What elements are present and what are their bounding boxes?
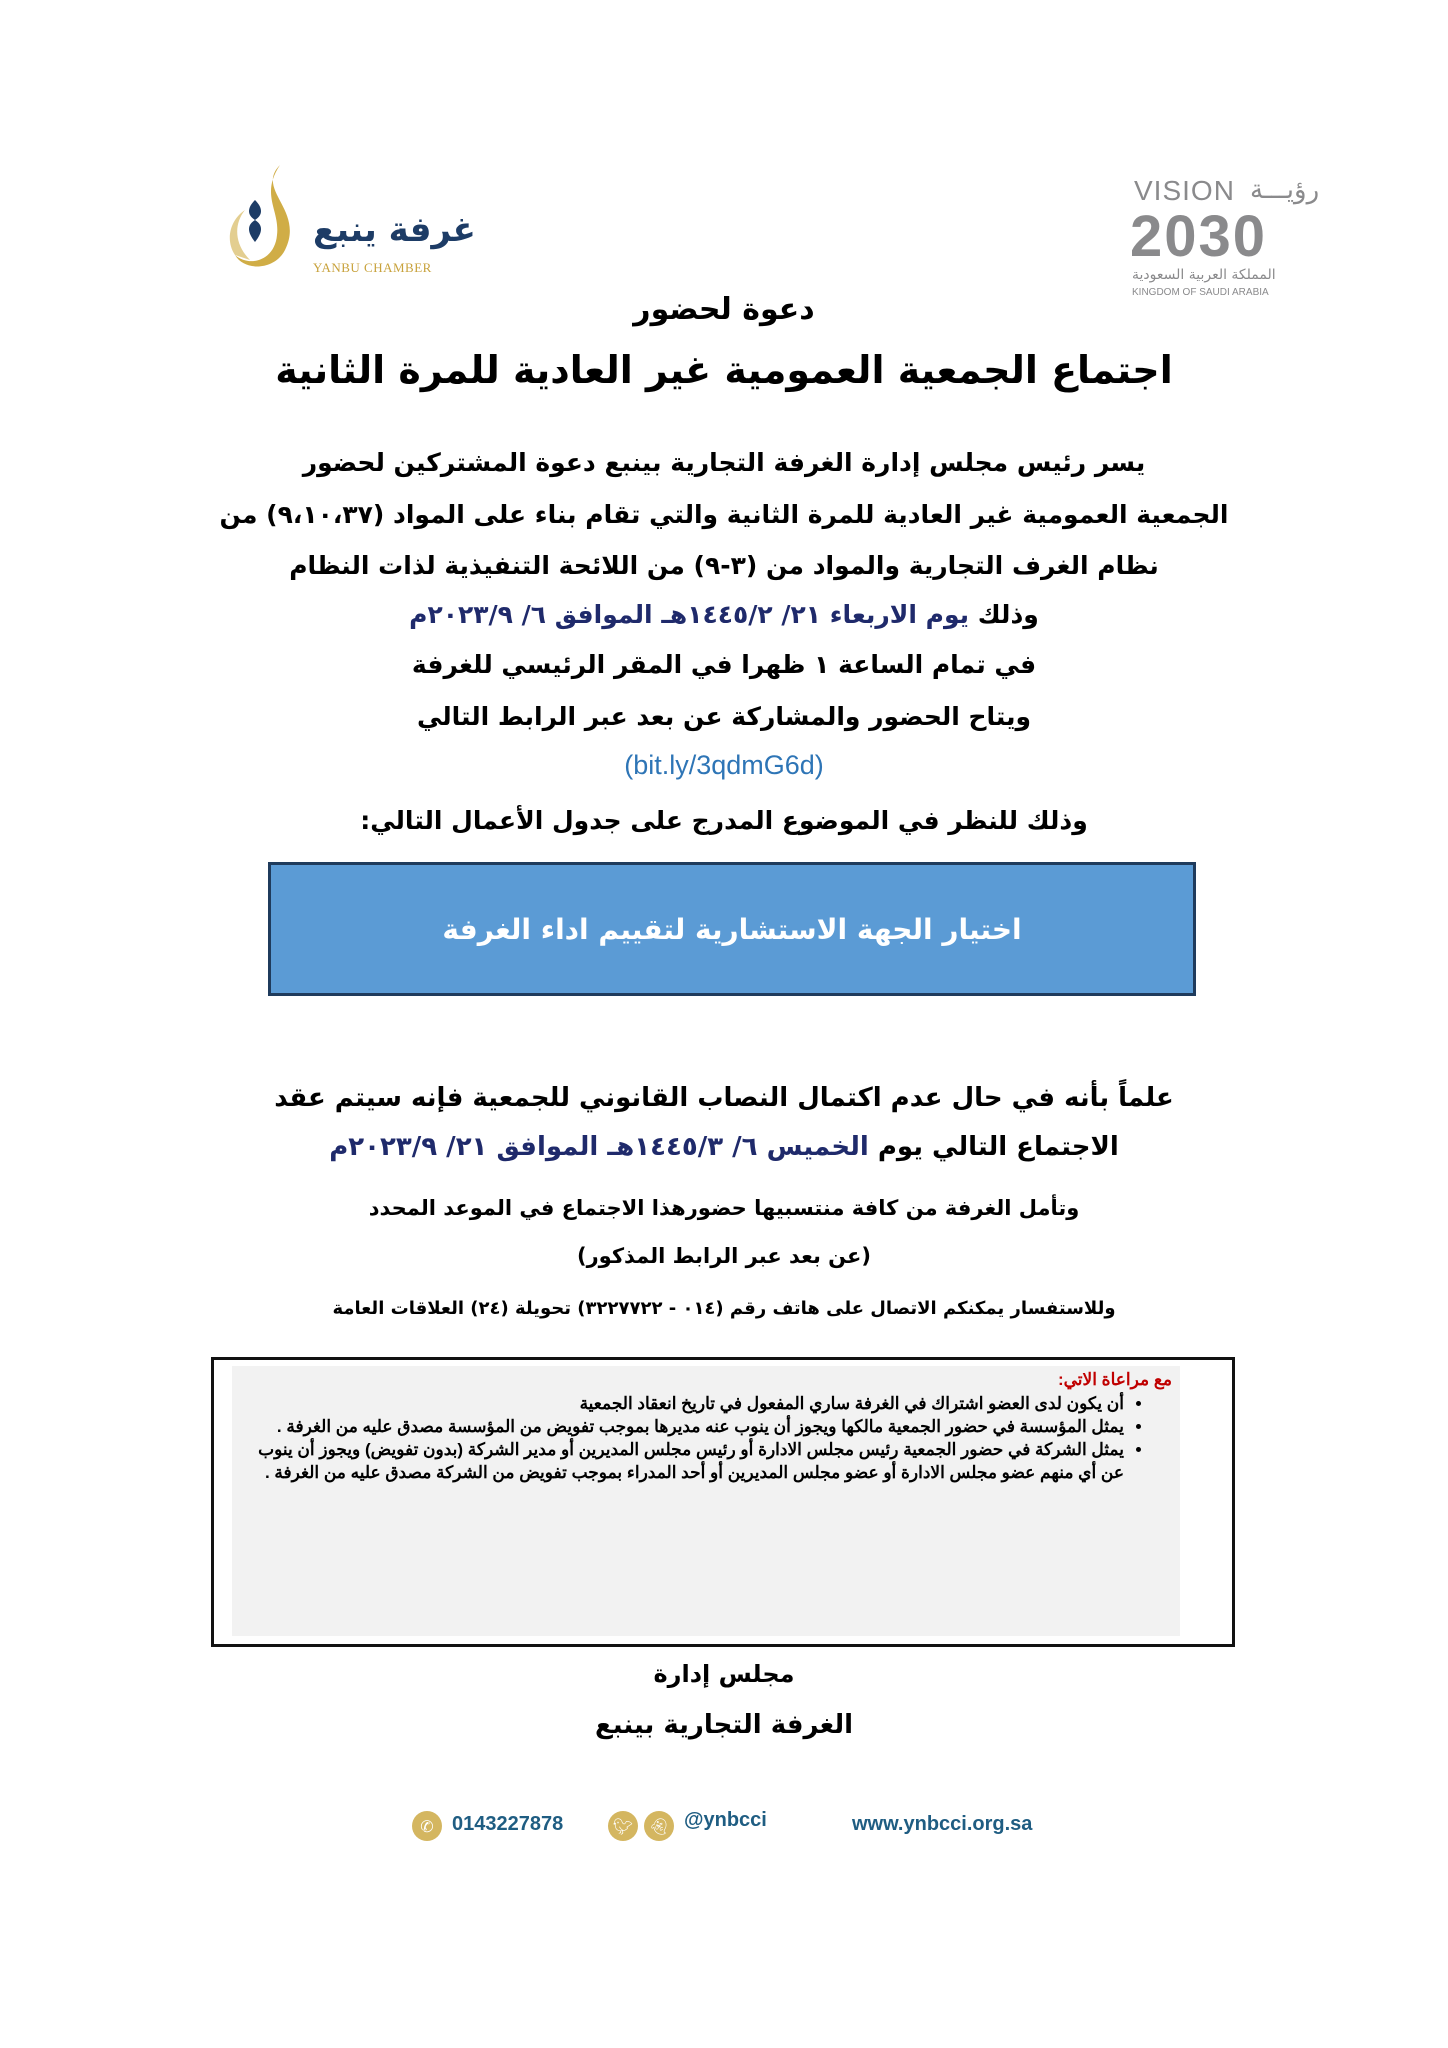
footer-contacts <box>400 1805 1080 1855</box>
agenda-intro: وذلك للنظر في الموضوع المدرج على جدول الأعمال التالي: <box>360 806 1088 835</box>
invitation-subtitle: دعوة لحضور <box>633 292 815 327</box>
body-line-2: الجمعية العمومية غير العادية للمرة الثانية والتي تقام بناء على المواد (٩،١٠،٣٧) من <box>219 500 1229 529</box>
footer-phone[interactable]: 0143227878 <box>452 1813 564 1835</box>
twitter-icon: 🐦︎ <box>608 1811 638 1841</box>
notes-list <box>232 1392 1172 1484</box>
closing-hope: وتأمل الغرفة من كافة منتسبيها حضورهذا الاجتماع في الموعد المحدد <box>368 1196 1080 1220</box>
quorum-line-2 <box>0 1132 1448 1162</box>
closing-remote: (عن بعد عبر الرابط المذكور) <box>576 1244 871 1268</box>
agenda-item: اختيار الجهة الاستشارية لتقييم اداء الغرفة <box>442 912 1022 946</box>
meeting-date-line <box>0 600 1448 629</box>
notes-title: مع مراعاة الاتي: <box>1057 1370 1172 1389</box>
agenda-box <box>268 862 1196 996</box>
meeting-time: في تمام الساعة ١ ظهرا في المقر الرئيسي للغرفة <box>411 650 1037 679</box>
remote-attendance: ويتاح الحضور والمشاركة عن بعد عبر الرابط التالي <box>416 702 1032 731</box>
quorum-line-1: علماً بأنه في حال عدم اكتمال النصاب القانوني للجمعية فإنه سيتم عقد <box>274 1083 1174 1113</box>
yanbu-chamber-logo <box>225 160 476 280</box>
snapchat-icon: 👻︎ <box>644 1811 674 1841</box>
notes-content <box>232 1366 1180 1636</box>
vision-word: VISION <box>1134 175 1235 206</box>
note-item: • يمثل المؤسسة في حضور الجمعية مالكها ويجوز أن ينوب عنه مديرها بموجب تفويض من المؤسسة مصدق عليه من الغرفة . <box>232 1415 1124 1438</box>
kingdom-ar: المملكة العربية السعودية <box>1132 267 1276 283</box>
body-line-3: نظام الغرف التجارية والمواد من (٣-٩) من اللائحة التنفيذية لذات النظام <box>289 551 1159 580</box>
whatsapp-icon: ✆ <box>412 1811 442 1841</box>
flame-logo-icon <box>225 160 315 280</box>
notes-box <box>211 1357 1235 1647</box>
date-prefix: وذلك <box>977 600 1039 629</box>
meeting-link[interactable]: (bit.ly/3qdmG6d) <box>624 750 824 780</box>
footer-handle[interactable]: @ynbcci <box>684 1809 767 1831</box>
chamber-name-en: YANBU CHAMBER <box>313 260 432 275</box>
quorum-prefix: الاجتماع التالي يوم <box>877 1132 1119 1162</box>
meeting-date: يوم الاربعاء ٢١/ ١٤٤٥/٢هـ الموافق ٦/ ٢٠٢٣/٩م <box>409 600 970 629</box>
chamber-name-ar: غرفة ينبع <box>313 210 476 250</box>
next-meeting-date: الخميس ٦/ ١٤٤٥/٣هـ الموافق ٢١/ ٢٠٢٣/٩م <box>329 1132 869 1162</box>
signature-board: مجلس إدارة <box>653 1660 795 1688</box>
signature-chamber: الغرفة التجارية بينبع <box>594 1710 854 1740</box>
vision-2030-logo <box>1120 175 1320 305</box>
body-line-1: يسر رئيس مجلس إدارة الغرفة التجارية بينبع دعوة المشتركين لحضور <box>302 448 1146 477</box>
invitation-title: اجتماع الجمعية العمومية غير العادية للمرة الثانية <box>275 348 1173 392</box>
footer-website[interactable]: www.ynbcci.org.sa <box>852 1813 1033 1835</box>
note-item: • أن يكون لدى العضو اشتراك في الغرفة ساري المفعول في تاريخ انعقاد الجمعية <box>232 1392 1124 1415</box>
vision-year: 2030 <box>1130 204 1268 269</box>
vision-ar: رؤيـــة <box>1250 175 1320 205</box>
note-item: • يمثل الشركة في حضور الجمعية رئيس مجلس الادارة أو رئيس مجلس المديرين أو مدير الشركة (بدون تفويض) ويجوز أن ينوب عن أي منهم عضو مجلس الادارة أو عضو مجلس المديرين أو أحد المدراء بموجب تفويض من الشركة مصدق عليه من الغرفة . <box>232 1438 1124 1484</box>
contact-info: وللاستفسار يمكنكم الاتصال على هاتف رقم (٠١٤ - ٣٢٢٧٧٢٢) تحويلة (٢٤) العلاقات العامة <box>332 1298 1116 1319</box>
kingdom-en: KINGDOM OF SAUDI ARABIA <box>1132 287 1269 298</box>
